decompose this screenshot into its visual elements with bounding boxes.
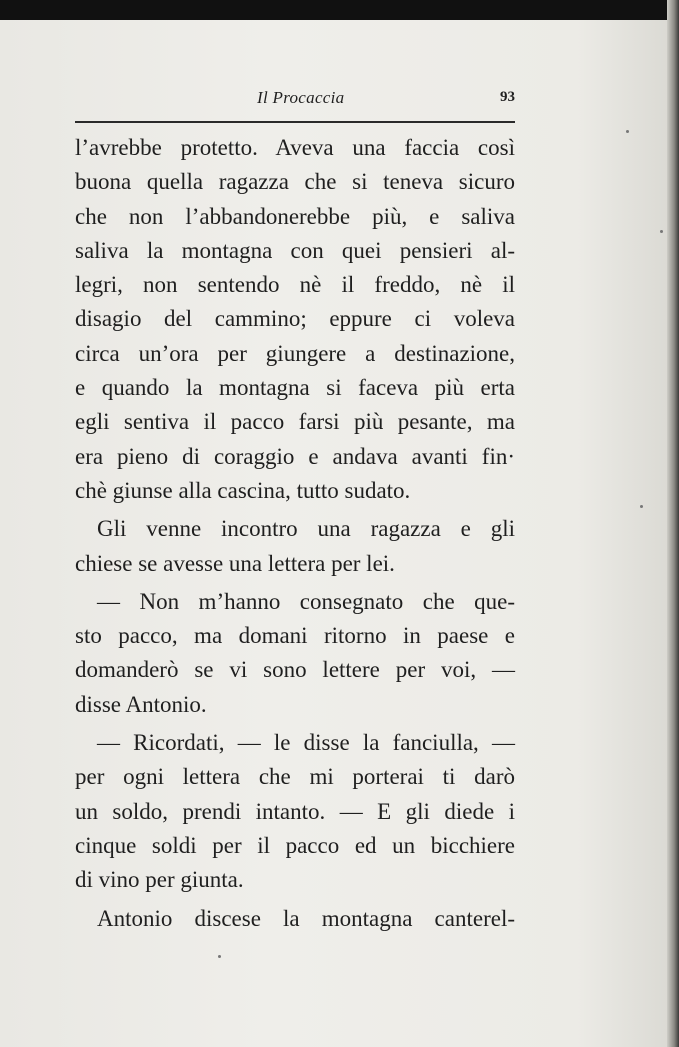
scan-speck	[626, 130, 629, 133]
running-title: Il Procaccia	[257, 88, 345, 107]
text-line: di vino per giunta.	[75, 867, 244, 893]
text-line: chiese se avesse una lettera per lei.	[75, 550, 395, 576]
text-line: Gli venne incontro una ragazza e gli	[97, 516, 515, 542]
scan-top-border	[0, 0, 679, 20]
text-line: che non l’abbandonerebbe più, e saliva	[75, 203, 515, 229]
text-line: disse Antonio.	[75, 691, 207, 717]
text-line: domanderò se vi sono lettere per voi, —	[75, 657, 515, 683]
page-number: 93	[500, 89, 515, 105]
text-line: buona quella ragazza che si teneva sicuro	[75, 169, 515, 195]
header-rule	[75, 121, 515, 123]
text-line: disagio del cammino; eppure ci voleva	[75, 306, 515, 332]
text-line: per ogni lettera che mi porterai ti darò	[75, 764, 515, 790]
running-head	[75, 88, 515, 116]
text-line: un soldo, prendi intanto. — E gli diede i	[75, 798, 515, 824]
text-line: chè giunse alla cascina, tutto sudato.	[75, 477, 411, 503]
text-line: egli sentiva il pacco farsi più pesante, ma	[75, 409, 515, 435]
scan-speck	[640, 505, 643, 508]
text-line: e quando la montagna si faceva più erta	[75, 375, 515, 401]
text-line: — Ricordati, — le disse la fanciulla, —	[97, 730, 515, 756]
body-text	[75, 131, 515, 936]
text-line: l’avrebbe protetto. Aveva una faccia così	[75, 135, 515, 160]
text-line: cinque soldi per il pacco ed un bicchiere	[75, 832, 515, 858]
scan-right-edge	[667, 0, 679, 1047]
text-line: legri, non sentendo nè il freddo, nè il	[75, 272, 515, 298]
text-line: Antonio discese la montagna canterel-	[97, 905, 515, 931]
text-line: sto pacco, ma domani ritorno in paese e	[75, 623, 515, 649]
text-line: — Non m’hanno consegnato che que-	[97, 588, 515, 614]
scan-speck	[660, 230, 663, 233]
text-line: circa un’ora per giungere a destinazione,	[75, 340, 515, 366]
text-line: saliva la montagna con quei pensieri al-	[75, 237, 515, 263]
text-line: era pieno di coraggio e andava avanti fin·	[75, 443, 515, 469]
scan-speck	[218, 955, 221, 958]
